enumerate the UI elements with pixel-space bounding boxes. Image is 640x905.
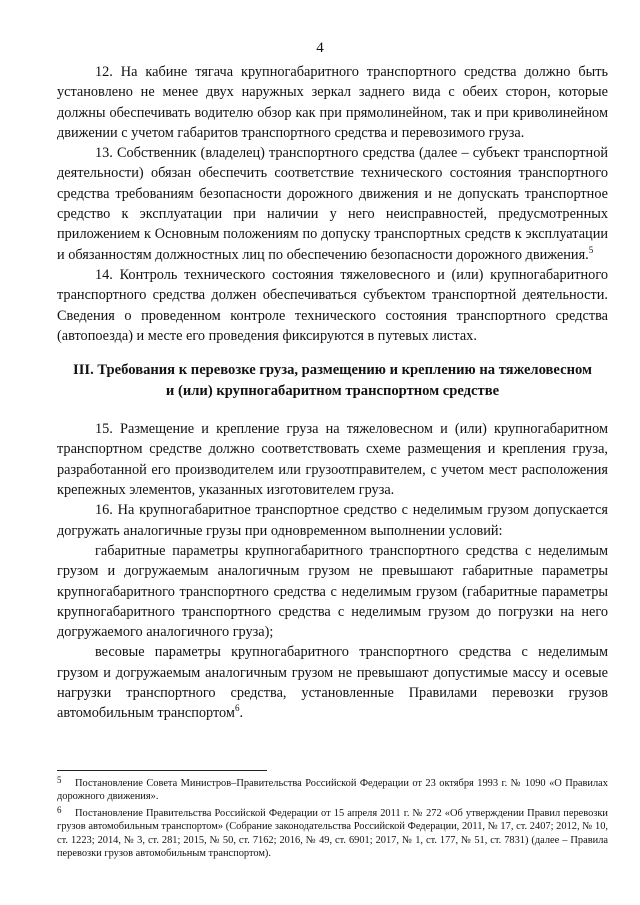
- paragraph-text: 16. На крупногабаритное транспортное средство с неделимым грузом допускается догружать аналогичные грузы при одновременном выполнении условий:: [57, 502, 608, 539]
- footnote-5: [57, 774, 608, 804]
- footnote-6: [57, 804, 608, 861]
- section-heading-line: и (или) крупногабаритном транспортном средстве: [165, 382, 500, 399]
- paragraph-13: [57, 143, 608, 265]
- section-heading-line: III. Требования к перевозке груза, размещению и креплению на тяжеловесном: [73, 362, 592, 379]
- paragraph-text: 13. Собственник (владелец) транспортного средства (далее – субъект транспортной деятельности) обязан обеспечить соответствие технического состояния транспортного средства требованиям безопасности дорожного движения и не допускать транспортное средство к эксплуатации при наличии у него неисправностей, предусмотренных приложением к Основным положениям по допуску транспортных средств к эксплуатации и обязанностям должностных лиц по обеспечению безопасности дорожного движения.: [57, 145, 608, 263]
- footnote-mark: 6: [57, 804, 62, 815]
- paragraph-text: весовые параметры крупногабаритного транспортного средства с неделимым грузом и догружаемым аналогичным грузом не превышают допустимые массу и осевые нагрузки транспортного средства, установленные Правилами перевозки грузов автомобильным транспортом: [57, 644, 608, 722]
- paragraph-text: 14. Контроль технического состояния тяжеловесного и (или) крупногабаритного транспортного средства должен обеспечиваться субъектом транспортной деятельности. Сведения о проведенном контроле технического состояния транспортного средства (автопоезда) и месте его проведения фиксируются в путевых листах.: [57, 266, 608, 344]
- paragraph-16: [57, 500, 608, 541]
- footnote-ref-5[interactable]: 5: [588, 244, 594, 255]
- footnote-ref-6[interactable]: 6: [235, 703, 240, 714]
- document-body: [57, 62, 608, 724]
- paragraph-14: [57, 265, 608, 346]
- condition-dimensions: [57, 541, 608, 642]
- section-heading: [57, 360, 608, 401]
- page-number: 4: [316, 40, 324, 56]
- paragraph-12: [57, 62, 608, 143]
- footnotes: [57, 774, 608, 860]
- condition-weight: [57, 642, 608, 723]
- paragraph-suffix: .: [239, 705, 244, 722]
- paragraph-text: 12. На кабине тягача крупногабаритного транспортного средства должно быть установлено не менее двух наружных зеркал заднего вида с обеих сторон, которые должны обеспечивать водителю обзор как при прямолинейном, так и при криволинейном движении с учетом габаритов транспортного средства и перевозимого груза.: [57, 64, 608, 141]
- footnote-divider: [57, 770, 267, 771]
- footnote-text: Постановление Совета Министров–Правительства Российской Федерации от 23 октября 1993 г. № 1090 «О Правилах дорожного движения».: [57, 778, 608, 803]
- footnote-mark: 5: [57, 775, 62, 785]
- paragraph-text: 15. Размещение и крепление груза на тяжеловесном и (или) крупногабаритном транспортном средстве должно соответствовать схеме размещения и крепления груза, разработанной его производителем или грузоотправителем, с учетом мест расположения крепежных элементов, указанных изготовителем груза.: [57, 421, 608, 499]
- footnote-text: Постановление Правительства Российской Федерации от 15 апреля 2011 г. № 272 «Об утверждении Правил перевозки грузов автомобильным транспортом» (Собрание законодательства Российской Федерации, 2011, № 17, ст. 2407; 2012, № 10, ст. 1223; 2014, № 3, ст. 281; 2015, № 50, ст. 7162; 2016, № 49, ст. 6901; 2017, № 1, ст. 177, № 51, ст. 7831) (далее – Правила перевозки грузов автомобильным транспортом).: [57, 807, 608, 860]
- paragraph-text: габаритные параметры крупногабаритного транспортного средства с неделимым грузом и догружаемым аналогичным грузом не превышают габаритные параметры крупногабаритного транспортного средства с неделимым грузом (габаритные параметры крупногабаритного транспортного средства с неделимым грузом до погрузки на него догружаемого аналогичного груза);: [57, 542, 608, 641]
- paragraph-15: [57, 419, 608, 500]
